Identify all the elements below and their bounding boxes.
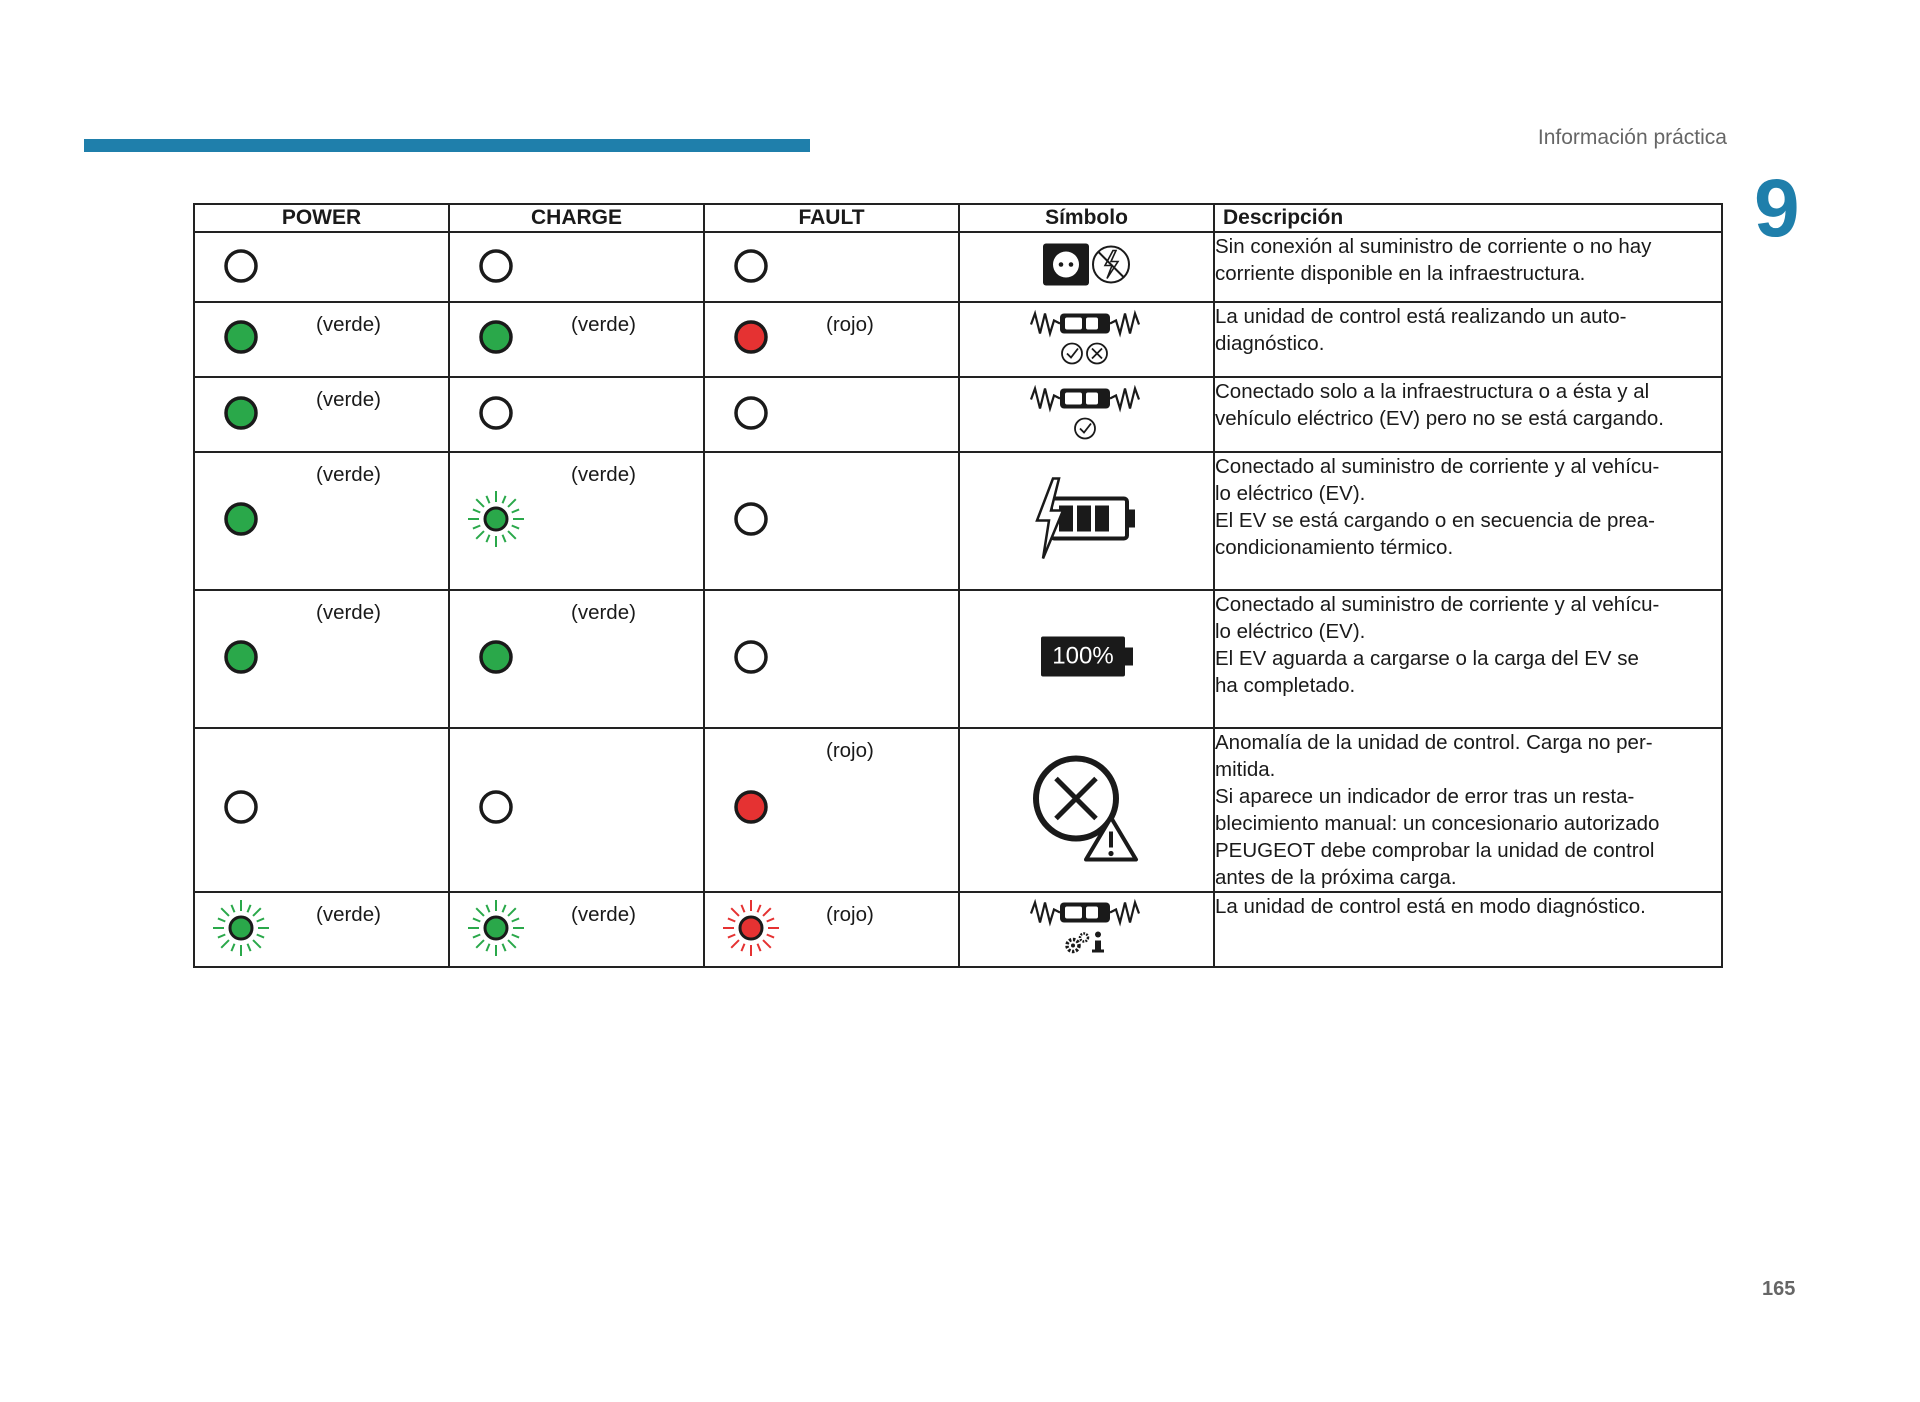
charge-cell [449, 452, 704, 590]
fault-cell [704, 452, 959, 590]
symbol-cell [959, 302, 1214, 377]
fault-cell [704, 377, 959, 452]
table-row [194, 728, 1722, 892]
description-line: PEUGEOT debe comprobar la unidad de control [1215, 839, 1655, 862]
fault-led-off-icon [721, 489, 781, 549]
description-line: El EV se está cargando o en secuencia de prea- [1215, 509, 1655, 532]
page-number: 165 [1762, 1278, 1796, 1300]
symbol-cell [959, 232, 1214, 302]
charge-color-label: (verde) [571, 313, 636, 336]
fault-color-label: (rojo) [826, 903, 874, 926]
battery-full-icon [1037, 634, 1137, 685]
power-color-label: (verde) [316, 903, 381, 926]
description-line: Conectado solo a la infraestructura o a ésta y al [1215, 380, 1650, 403]
symbol-cell [959, 377, 1214, 452]
fault-led-red-icon [721, 777, 781, 837]
power-led-off-icon [211, 777, 271, 837]
power-color-label: (verde) [316, 463, 381, 486]
header-power: POWER [194, 204, 449, 232]
fault-cell [704, 590, 959, 728]
power-cell [194, 452, 449, 590]
power-cell [194, 302, 449, 377]
control-unit-check-cross-icon [1028, 308, 1146, 371]
control-unit-check-icon [1028, 383, 1146, 446]
power-cell [194, 377, 449, 452]
power-cell [194, 728, 449, 892]
charge-color-label: (verde) [571, 601, 636, 624]
table-header-row [194, 204, 1722, 232]
charge-led-green-blink-icon [466, 489, 526, 549]
description-line: La unidad de control está realizando un auto- [1215, 305, 1627, 328]
description-cell [1214, 302, 1722, 377]
charge-cell [449, 377, 704, 452]
table-row [194, 232, 1722, 302]
header-accent-bar [84, 139, 810, 152]
description-line: mitida. [1215, 758, 1276, 781]
power-cell [194, 892, 449, 967]
description-line: corriente disponible en la infraestructura. [1215, 262, 1586, 285]
charge-led-off-icon [466, 777, 526, 837]
table-row [194, 377, 1722, 452]
power-cell [194, 232, 449, 302]
description-line: diagnóstico. [1215, 332, 1325, 355]
no-power-socket-icon [1041, 242, 1133, 293]
power-led-green-icon [211, 383, 271, 443]
power-led-green-icon [211, 489, 271, 549]
fault-cell [704, 728, 959, 892]
header-description: Descripción [1214, 204, 1722, 232]
description-line: Conectado al suministro de corriente y al vehícu- [1215, 593, 1660, 616]
description-line: vehículo eléctrico (EV) pero no se está cargando. [1215, 407, 1664, 430]
description-line: blecimiento manual: un concesionario autorizado [1215, 812, 1660, 835]
led-status-table [193, 203, 1723, 968]
fault-cell [704, 892, 959, 967]
symbol-cell [959, 452, 1214, 590]
description-line: El EV aguarda a cargarse o la carga del EV se [1215, 647, 1639, 670]
fault-led-red-blink-icon [721, 898, 781, 958]
charge-led-green-icon [466, 307, 526, 367]
header-symbol: Símbolo [959, 204, 1214, 232]
charge-color-label: (verde) [571, 903, 636, 926]
header-fault: FAULT [704, 204, 959, 232]
description-line: La unidad de control está en modo diagnóstico. [1215, 895, 1646, 918]
description-line: condicionamiento térmico. [1215, 536, 1454, 559]
power-led-off-icon [211, 236, 271, 296]
table-row [194, 590, 1722, 728]
power-led-green-icon [211, 627, 271, 687]
charge-led-green-blink-icon [466, 898, 526, 958]
fault-color-label: (rojo) [826, 313, 874, 336]
fault-warning-icon [1032, 752, 1142, 869]
power-color-label: (verde) [316, 601, 381, 624]
description-line: Sin conexión al suministro de corriente o no hay [1215, 235, 1652, 258]
power-led-green-blink-icon [211, 898, 271, 958]
charge-cell [449, 302, 704, 377]
fault-led-off-icon [721, 236, 781, 296]
description-line: Conectado al suministro de corriente y al vehícu- [1215, 455, 1660, 478]
description-line: Anomalía de la unidad de control. Carga no per- [1215, 731, 1653, 754]
power-cell [194, 590, 449, 728]
power-color-label: (verde) [316, 388, 381, 411]
header-charge: CHARGE [449, 204, 704, 232]
symbol-cell [959, 892, 1214, 967]
charge-cell [449, 892, 704, 967]
charge-color-label: (verde) [571, 463, 636, 486]
description-line: Si aparece un indicador de error tras un resta- [1215, 785, 1635, 808]
symbol-cell [959, 590, 1214, 728]
charge-cell [449, 232, 704, 302]
description-line: lo eléctrico (EV). [1215, 482, 1366, 505]
fault-led-red-icon [721, 307, 781, 367]
battery-percent-text: 100% [1051, 642, 1114, 670]
fault-color-label: (rojo) [826, 739, 874, 762]
fault-cell [704, 232, 959, 302]
charge-led-green-icon [466, 627, 526, 687]
fault-cell [704, 302, 959, 377]
power-color-label: (verde) [316, 313, 381, 336]
table-row [194, 302, 1722, 377]
charge-led-off-icon [466, 383, 526, 443]
section-title: Información práctica [1537, 126, 1727, 149]
description-cell [1214, 590, 1722, 728]
description-cell [1214, 452, 1722, 590]
table-row [194, 892, 1722, 967]
control-unit-diagnostic-icon [1028, 897, 1146, 962]
charge-led-off-icon [466, 236, 526, 296]
table-row [194, 452, 1722, 590]
description-cell [1214, 232, 1722, 302]
description-line: lo eléctrico (EV). [1215, 620, 1366, 643]
symbol-cell [959, 728, 1214, 892]
charge-cell [449, 728, 704, 892]
power-led-green-icon [211, 307, 271, 367]
description-cell [1214, 892, 1722, 967]
chapter-number: 9 [1754, 163, 1800, 254]
fault-led-off-icon [721, 383, 781, 443]
description-cell [1214, 377, 1722, 452]
battery-charging-icon [1031, 477, 1143, 566]
description-line: antes de la próxima carga. [1215, 866, 1457, 889]
description-cell [1214, 728, 1722, 892]
description-line: ha completado. [1215, 674, 1356, 697]
charge-cell [449, 590, 704, 728]
fault-led-off-icon [721, 627, 781, 687]
